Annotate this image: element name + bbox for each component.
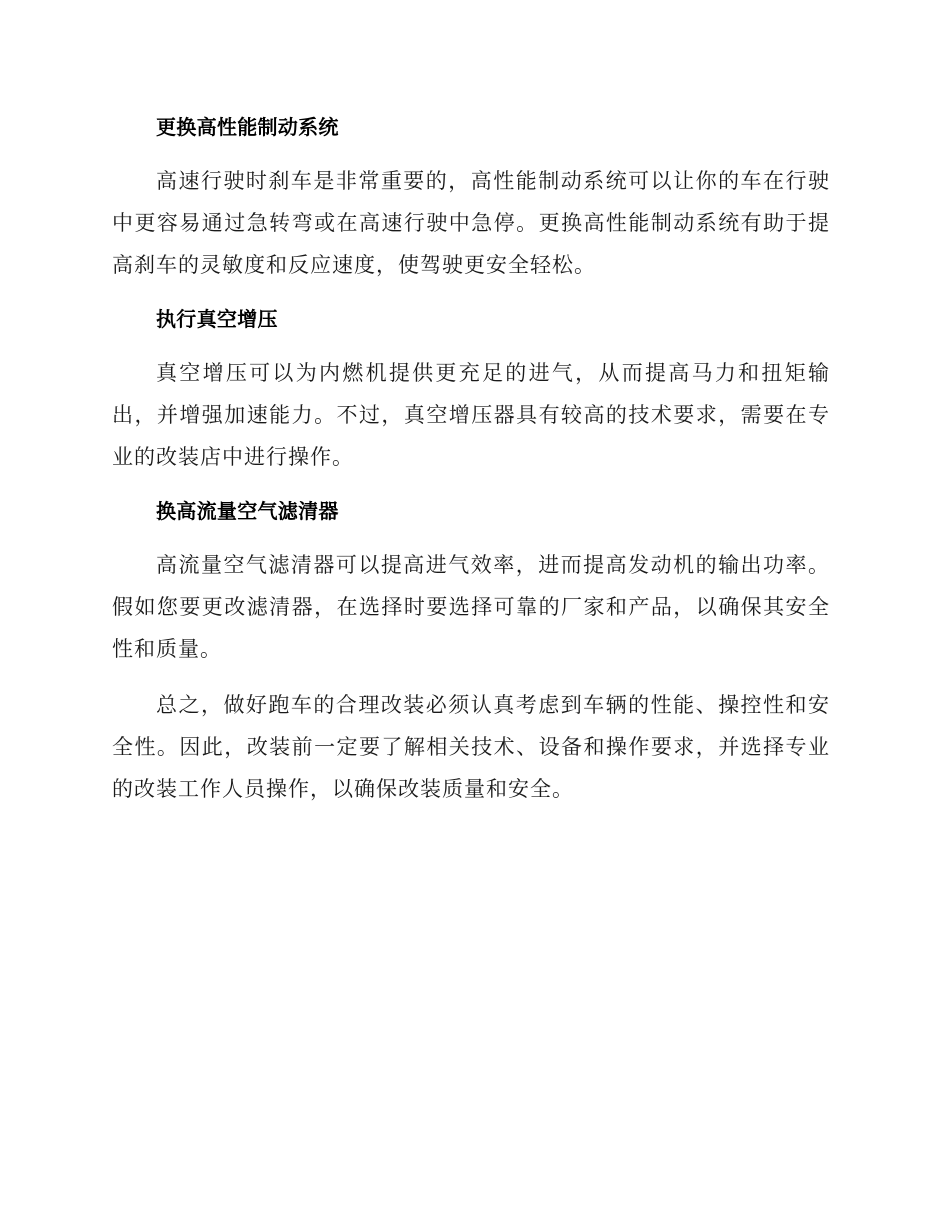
section-heading-vacuum-boost: 执行真空增压 <box>156 307 278 331</box>
section-heading-air-filter: 换高流量空气滤清器 <box>156 499 339 523</box>
document-body <box>112 108 830 810</box>
section-paragraph-brakes: 高速行驶时刹车是非常重要的，高性能制动系统可以让你的车在行驶中更容易通过急转弯或在高速行驶中急停。更换高性能制动系统有助于提高刹车的灵敏度和反应速度，使驾驶更安全轻松。 <box>112 169 830 277</box>
section-paragraph-vacuum-boost: 真空增压可以为内燃机提供更充足的进气，从而提高马力和扭矩输出，并增强加速能力。不过，真空增压器具有较高的技术要求，需要在专业的改装店中进行操作。 <box>112 361 830 469</box>
section-heading-brakes: 更换高性能制动系统 <box>156 115 339 139</box>
section-paragraph-air-filter: 高流量空气滤清器可以提高进气效率，进而提高发动机的输出功率。假如您要更改滤清器，在选择时要选择可靠的厂家和产品，以确保其安全性和质量。 <box>112 553 830 661</box>
conclusion-paragraph: 总之，做好跑车的合理改装必须认真考虑到车辆的性能、操控性和安全性。因此，改装前一定要了解相关技术、设备和操作要求，并选择专业的改装工作人员操作，以确保改装质量和安全。 <box>112 693 830 801</box>
